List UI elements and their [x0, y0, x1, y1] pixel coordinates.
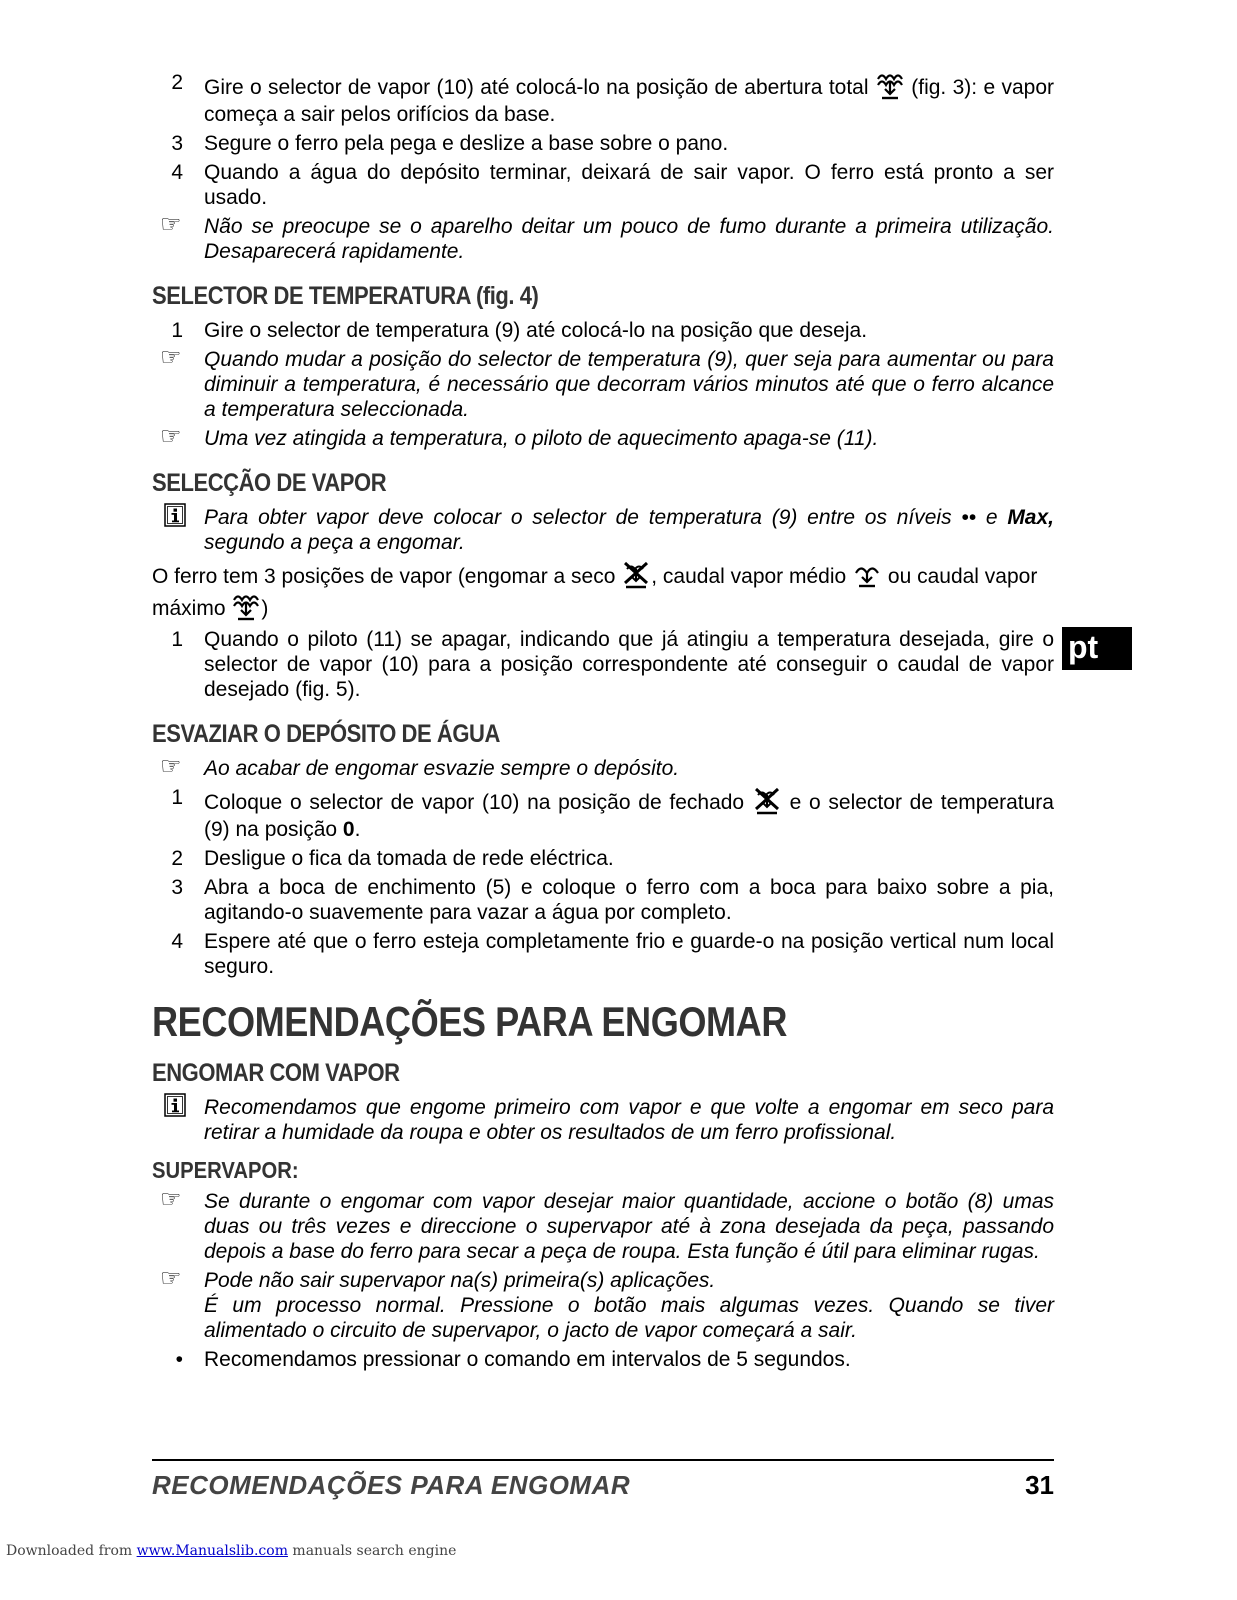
list-item: [152, 318, 1054, 343]
step-number: 2: [171, 71, 183, 94]
language-tab: pt: [1062, 627, 1132, 670]
list-item: [152, 875, 1054, 925]
step-number: 1: [171, 786, 183, 809]
note-text: Pode não sair supervapor na(s) primeira(s) aplicações.: [204, 1269, 716, 1292]
note-item: [152, 753, 1054, 781]
note-text: Quando mudar a posição do selector de temperatura (9), quer seja para aumentar ou para diminuir a temperatura, é necessário que decorram vários minutos até que o ferro alcance a temperatura seleccionada.: [204, 348, 1054, 421]
bullet-text: Recomendamos pressionar o comando em intervalos de 5 segundos.: [204, 1348, 851, 1371]
steam-max-icon: [231, 591, 261, 623]
pointing-hand-icon: ☞: [160, 423, 182, 450]
note-text: Se durante o engomar com vapor desejar maior quantidade, accione o botão (8) umas duas ou três vezes e direccione o supervapor até à zona desejada da peça, passando depois a base do ferro para secar a peça de roupa. Esta função é útil para eliminar rugas.: [204, 1190, 1054, 1263]
list-item: [152, 785, 1054, 842]
info-item: [152, 505, 1054, 555]
note-item: [152, 423, 1054, 451]
note-item: [152, 344, 1054, 422]
info-bold-text: Max,: [1007, 506, 1054, 529]
step-text: Quando o piloto (11) se apagar, indicando que já atingiu a temperatura desejada, gire o selector de vapor (10) para a posição correspondente até conseguir o caudal de vapor desejado (fig. 5).: [204, 628, 1054, 701]
footer-divider: [152, 1459, 1054, 1461]
manualslib-link[interactable]: www.Manualslib.com: [136, 1543, 288, 1559]
info-item: [152, 1095, 1054, 1145]
step-number: 1: [171, 628, 183, 651]
step-text: (fig. 3): e vapor começa a sair pelos orifícios da base.: [204, 76, 1055, 126]
chapter-heading: RECOMENDAÇÕES PARA ENGOMAR: [152, 998, 788, 1045]
list-item: [152, 627, 1054, 702]
paragraph: [152, 559, 1054, 623]
section-heading: SELECÇÃO DE VAPOR: [152, 469, 387, 497]
note-item: [152, 1265, 1054, 1343]
list-item: [152, 70, 1054, 127]
info-text: segundo a peça a engomar.: [204, 531, 465, 554]
paragraph-text: O ferro tem 3 posições de vapor (engomar a seco: [152, 565, 616, 588]
info-icon: [164, 1093, 186, 1117]
download-note: [6, 1543, 456, 1559]
note-item: [152, 1186, 1054, 1264]
info-icon: [164, 503, 186, 527]
note-text: É um processo normal. Pressione o botão mais algumas vezes. Quando se tiver alimentado o circuito de supervapor, o jacto de vapor começará a sair.: [204, 1294, 1054, 1342]
footer-title: RECOMENDAÇÕES PARA ENGOMAR: [152, 1470, 631, 1500]
list-item: [152, 846, 1054, 871]
note-text: Uma vez atingida a temperatura, o piloto de aquecimento apaga-se (11).: [204, 427, 879, 450]
pointing-hand-icon: ☞: [160, 753, 182, 780]
step-text: Coloque o selector de vapor (10) na posição de fechado: [204, 791, 745, 814]
step-number: 3: [171, 132, 183, 155]
download-prefix: Downloaded from: [6, 1543, 137, 1559]
step-text: Quando a água do depósito terminar, deixará de sair vapor. O ferro está pronto a ser usado.: [204, 161, 1054, 209]
step-number: 3: [171, 876, 183, 899]
note-text: Ao acabar de engomar esvazie sempre o depósito.: [204, 757, 680, 780]
step-text: Desligue o fica da tomada de rede eléctrica.: [204, 847, 614, 870]
steam-off-icon: [621, 559, 651, 591]
step-bold-text: 0: [342, 818, 355, 841]
list-item: [152, 929, 1054, 979]
page-content: [152, 70, 1054, 1376]
step-text: e o selector de temperatura (9) na posição: [204, 791, 1054, 841]
pointing-hand-icon: ☞: [160, 344, 182, 371]
steam-medium-icon: [852, 559, 882, 591]
note-item: [152, 211, 1054, 264]
step-number: 4: [171, 930, 183, 953]
info-text: Recomendamos que engome primeiro com vapor e que volte a engomar em seco para retirar a humidade da roupa e obter os resultados de um ferro profissional.: [204, 1096, 1054, 1144]
pointing-hand-icon: ☞: [160, 1186, 182, 1213]
list-item: [152, 1347, 1054, 1372]
list-item: [152, 131, 1054, 156]
download-suffix: manuals search engine: [287, 1543, 457, 1559]
paragraph-text: ): [261, 597, 269, 620]
section-heading: ENGOMAR COM VAPOR: [152, 1059, 400, 1087]
subsection-heading: SUPERVAPOR:: [152, 1157, 299, 1183]
step-text: Espere até que o ferro esteja completamente frio e guarde-o na posição vertical num local seguro.: [204, 930, 1054, 978]
pointing-hand-icon: ☞: [160, 211, 182, 238]
paragraph-text: ou caudal vapor máximo: [152, 565, 1038, 620]
steam-max-icon: [875, 70, 905, 102]
pointing-hand-icon: ☞: [160, 1265, 182, 1292]
list-item: [152, 160, 1054, 210]
steam-off-icon: [752, 785, 782, 817]
step-text: Gire o selector de temperatura (9) até colocá-lo na posição que deseja.: [204, 319, 868, 342]
section-heading: SELECTOR DE TEMPERATURA (fig. 4): [152, 282, 539, 310]
page-number: 31: [1025, 1470, 1054, 1500]
paragraph-text: , caudal vapor médio: [651, 565, 847, 588]
step-number: 1: [171, 319, 183, 342]
step-text: Segure o ferro pela pega e deslize a base sobre o pano.: [204, 132, 729, 155]
bullet-marker: •: [175, 1348, 183, 1371]
note-text: Não se preocupe se o aparelho deitar um pouco de fumo durante a primeira utilização. Desaparecerá rapidamente.: [204, 215, 1054, 263]
info-text: Para obter vapor deve colocar o selector de temperatura (9) entre os níveis •• e: [204, 506, 998, 529]
step-text: Abra a boca de enchimento (5) e coloque o ferro com a boca para baixo sobre a pia, agitando-o suavemente para vazar a água por completo.: [204, 876, 1054, 924]
step-text: .: [354, 818, 361, 841]
step-number: 4: [171, 161, 183, 184]
step-text: Gire o selector de vapor (10) até colocá-lo na posição de abertura total: [204, 76, 869, 99]
step-number: 2: [171, 847, 183, 870]
section-heading: ESVAZIAR O DEPÓSITO DE ÁGUA: [152, 720, 500, 748]
